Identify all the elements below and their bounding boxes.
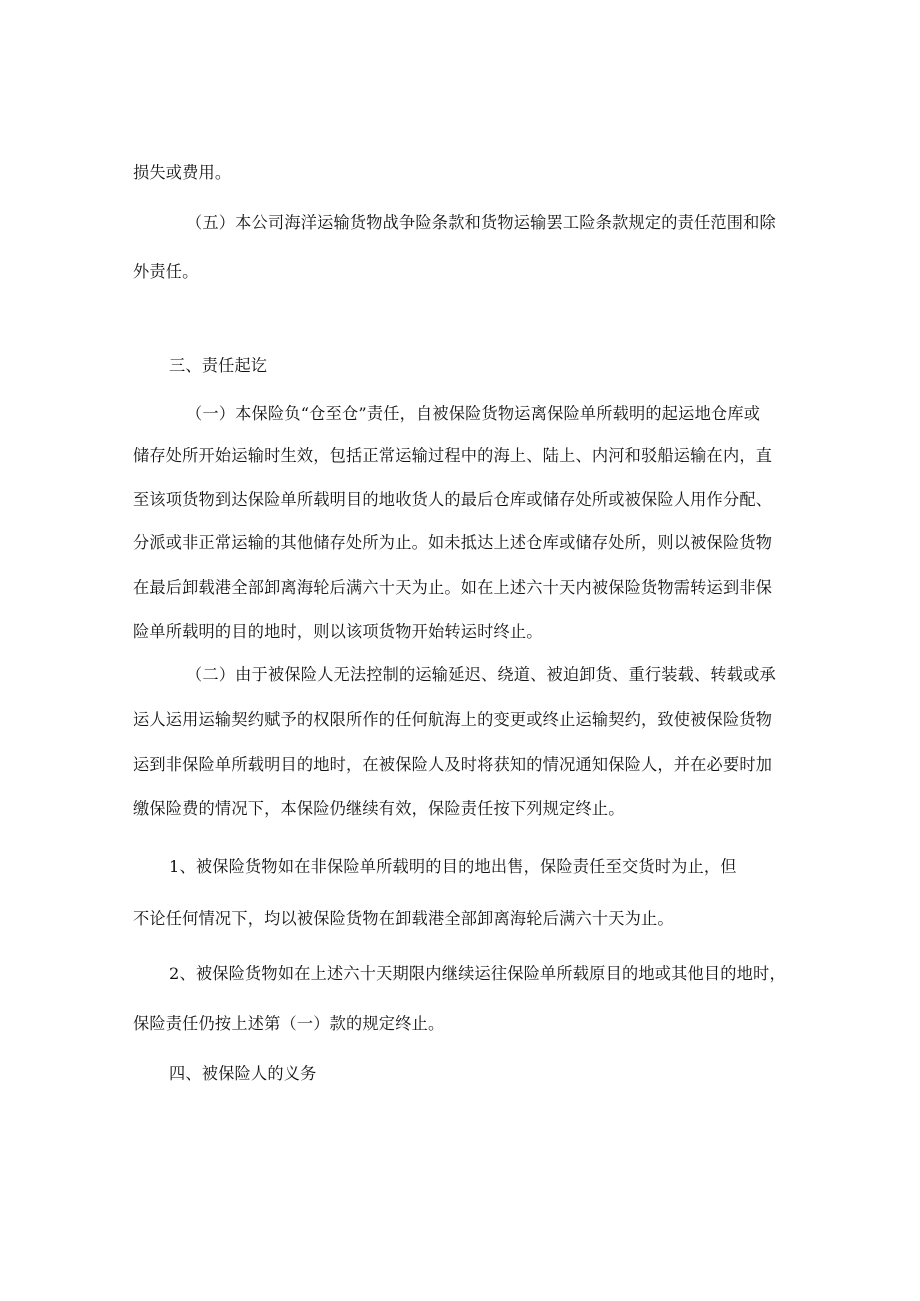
text-line: 储存处所开始运输时生效，包括正常运输过程中的海上、陆上、内河和驳船运输在内，直: [133, 446, 773, 465]
text-line: 1、被保险货物如在非保险单所载明的目的地出售，保险责任至交货时为止，但: [169, 857, 737, 876]
text-line: 2、被保险货物如在上述六十天期限内继续运往保险单所载原目的地或其他目的地时，: [169, 964, 786, 983]
text-line: 外责任。: [133, 262, 199, 281]
text-line: （五）本公司海洋运输货物战争险条款和货物运输罢工险条款规定的责任范围和除: [186, 213, 776, 232]
text-line: 运人运用运输契约赋予的权限所作的任何航海上的变更或终止运输契约，致使被保险货物: [133, 710, 773, 729]
text-line: 损失或费用。: [133, 163, 232, 182]
text-line: 分派或非正常运输的其他储存处所为止。如未抵达上述仓库或储存处所，则以被保险货物: [133, 533, 773, 552]
text-line: （二）由于被保险人无法控制的运输延迟、绕道、被迫卸货、重行装载、转载或承: [186, 665, 776, 684]
text-line: 保险责任仍按上述第（一）款的规定终止。: [133, 1014, 445, 1033]
text-line: 运到非保险单所载明目的地时，在被保险人及时将获知的情况通知保险人，并在必要时加: [133, 755, 773, 774]
text-line: 不论任何情况下，均以被保险货物在卸载港全部卸离海轮后满六十天为止。: [133, 909, 674, 928]
text-line: 缴保险费的情况下，本保险仍继续有效，保险责任按下列规定终止。: [133, 799, 625, 818]
text-line: 险单所载明的目的地时，则以该项货物开始转运时终止。: [133, 622, 543, 641]
text-line: 至该项货物到达保险单所载明目的地收货人的最后仓库或储存处所或被保险人用作分配、: [133, 490, 773, 509]
section-heading: 三、责任起讫: [169, 356, 268, 375]
text-line: （一）本保险负“仓至仓”责任，自被保险货物运离保险单所载明的起运地仓库或: [186, 404, 761, 423]
text-line: 在最后卸载港全部卸离海轮后满六十天为止。如在上述六十天内被保险货物需转运到非保: [133, 578, 773, 597]
section-heading: 四、被保险人的义务: [169, 1064, 317, 1083]
